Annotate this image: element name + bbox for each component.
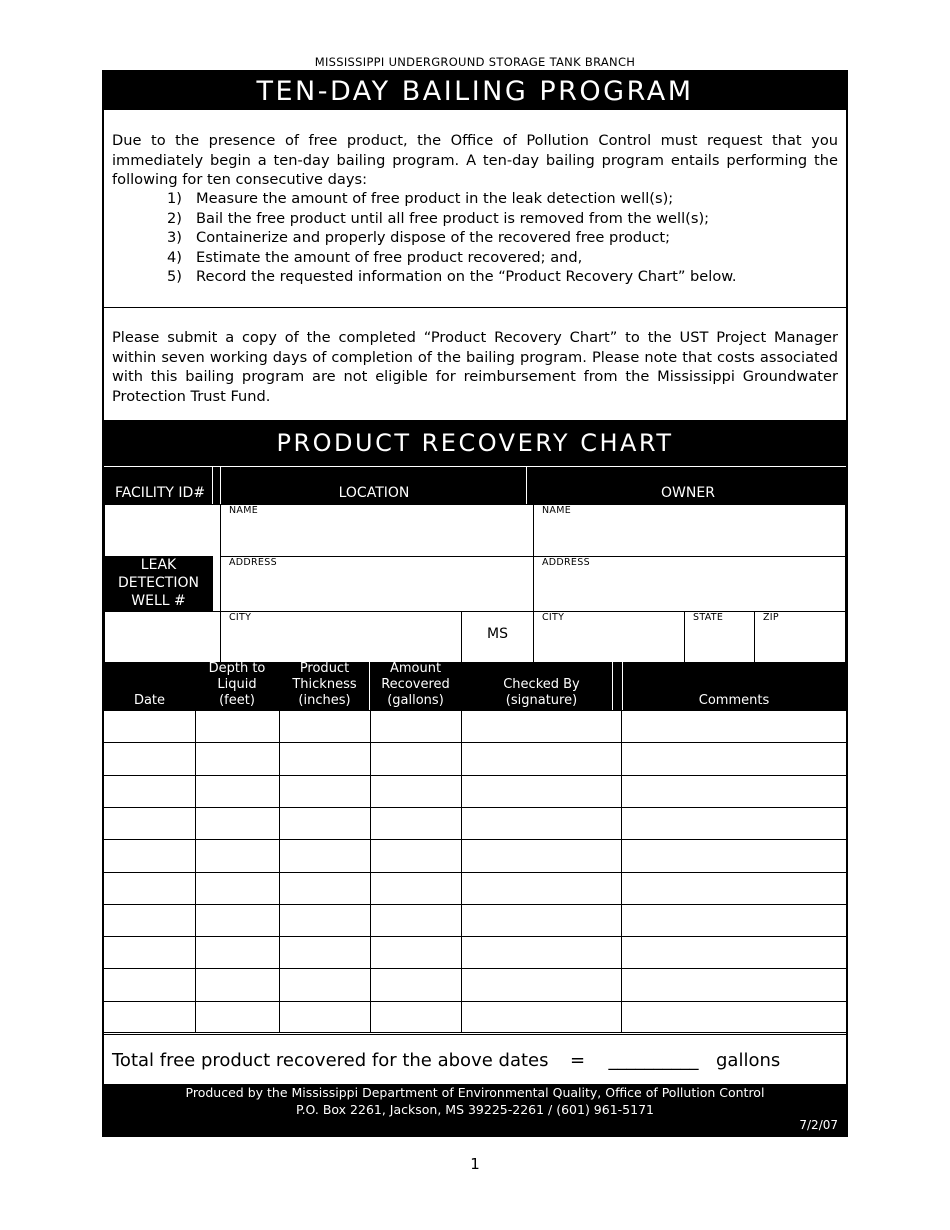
table-bottom-rule	[104, 1032, 846, 1035]
col-line	[370, 710, 371, 1033]
table-row[interactable]	[104, 710, 846, 743]
location-address-label: ADDRESS	[229, 557, 277, 568]
table-row[interactable]	[104, 807, 846, 840]
col-line	[195, 710, 196, 1033]
owner-name-label: NAME	[542, 505, 572, 516]
owner-state-field[interactable]	[684, 611, 755, 663]
header-rule	[104, 466, 846, 467]
header-sep	[526, 466, 527, 504]
owner-zip-field[interactable]	[754, 611, 846, 663]
col-date-header: Date	[133, 693, 166, 708]
location-name-label: NAME	[229, 505, 259, 516]
leak-gap	[213, 556, 220, 611]
footer	[104, 1084, 846, 1135]
table-row[interactable]	[104, 1001, 846, 1034]
step-item: 4) Estimate the amount of free product recovered; and,	[167, 248, 583, 266]
header-sep	[220, 466, 221, 504]
steps-list	[167, 189, 827, 287]
facility-id-label: FACILITY ID#	[114, 485, 206, 501]
owner-address-label: ADDRESS	[542, 557, 590, 568]
divider	[104, 307, 846, 308]
col-depth-header: Depth to Liquid (feet)	[208, 661, 266, 708]
location-name-field[interactable]	[220, 504, 534, 557]
table-row[interactable]	[104, 904, 846, 937]
location-state-value: MS	[461, 611, 534, 663]
facility-id-field[interactable]	[104, 504, 221, 557]
table-row[interactable]	[104, 872, 846, 905]
table-row[interactable]	[104, 742, 846, 775]
owner-state-label: STATE	[693, 612, 724, 623]
agency-name: MISSISSIPPI UNDERGROUND STORAGE TANK BRANCH	[314, 55, 636, 69]
step-item: 3) Containerize and properly dispose of the recovered free product;	[167, 229, 671, 247]
col-checked-header: Checked By (signature)	[503, 677, 580, 708]
total-label: Total free product recovered for the above dates	[112, 1050, 549, 1071]
total-line	[112, 1050, 780, 1071]
location-address-field[interactable]	[220, 556, 534, 612]
owner-label: OWNER	[661, 485, 715, 501]
owner-city-field[interactable]	[533, 611, 685, 663]
step-item: 1) Measure the amount of free product in the leak detection well(s);	[167, 190, 674, 207]
table-row[interactable]	[104, 775, 846, 808]
location-city-label: CITY	[229, 612, 252, 623]
col-amount-header: Amount Recovered (gallons)	[381, 661, 450, 708]
owner-zip-label: ZIP	[763, 612, 779, 623]
submit-paragraph: Please submit a copy of the completed “Product Recovery Chart” to the UST Project Manager within seven working days of completion of the bailing program. Please note that costs associated with this bailing program are not eligible for reimbursement from the Mississippi Groundwater Protection Trust Fund.	[112, 329, 838, 405]
step-item: 2) Bail the free product until all free product is removed from the well(s);	[167, 209, 710, 227]
location-label: LOCATION	[338, 485, 410, 501]
footer-address: P.O. Box 2261, Jackson, MS 39225-2261 / (601) 961-5171	[295, 1102, 654, 1117]
col-line	[279, 710, 280, 1033]
form-title: TEN-DAY BAILING PROGRAM	[104, 72, 846, 110]
footer-date: 7/2/07	[799, 1118, 838, 1132]
col-comments-header: Comments	[698, 693, 770, 708]
total-unit: gallons	[715, 1050, 781, 1071]
chart-title: PRODUCT RECOVERY CHART	[104, 420, 846, 464]
table-row[interactable]	[104, 839, 846, 872]
page-number: 1	[470, 1155, 480, 1173]
owner-address-field[interactable]	[533, 556, 846, 612]
footer-producer: Produced by the Mississippi Department of Environmental Quality, Office of Pollution Control	[185, 1085, 765, 1100]
leak-detection-label: LEAK DETECTION WELL #	[104, 556, 213, 611]
col-line	[621, 710, 622, 1033]
owner-name-field[interactable]	[533, 504, 846, 557]
col-line	[461, 710, 462, 1033]
intro-paragraph: Due to the presence of free product, the Office of Pollution Control must request that you immediately begin a ten-day bailing program. A ten-day bailing program entails performing the following for ten consecutive days:	[112, 132, 838, 189]
well-number-field[interactable]	[104, 611, 221, 663]
total-gallons-blank[interactable]: __________	[608, 1050, 699, 1071]
total-eq: =	[569, 1050, 586, 1071]
table-row[interactable]	[104, 936, 846, 969]
table-row[interactable]	[104, 968, 846, 1001]
owner-city-label: CITY	[542, 612, 565, 623]
col-thickness-header: Product Thickness (inches)	[292, 661, 357, 708]
step-item: 5) Record the requested information on the “Product Recovery Chart” below.	[167, 268, 737, 286]
location-city-field[interactable]	[220, 611, 462, 663]
